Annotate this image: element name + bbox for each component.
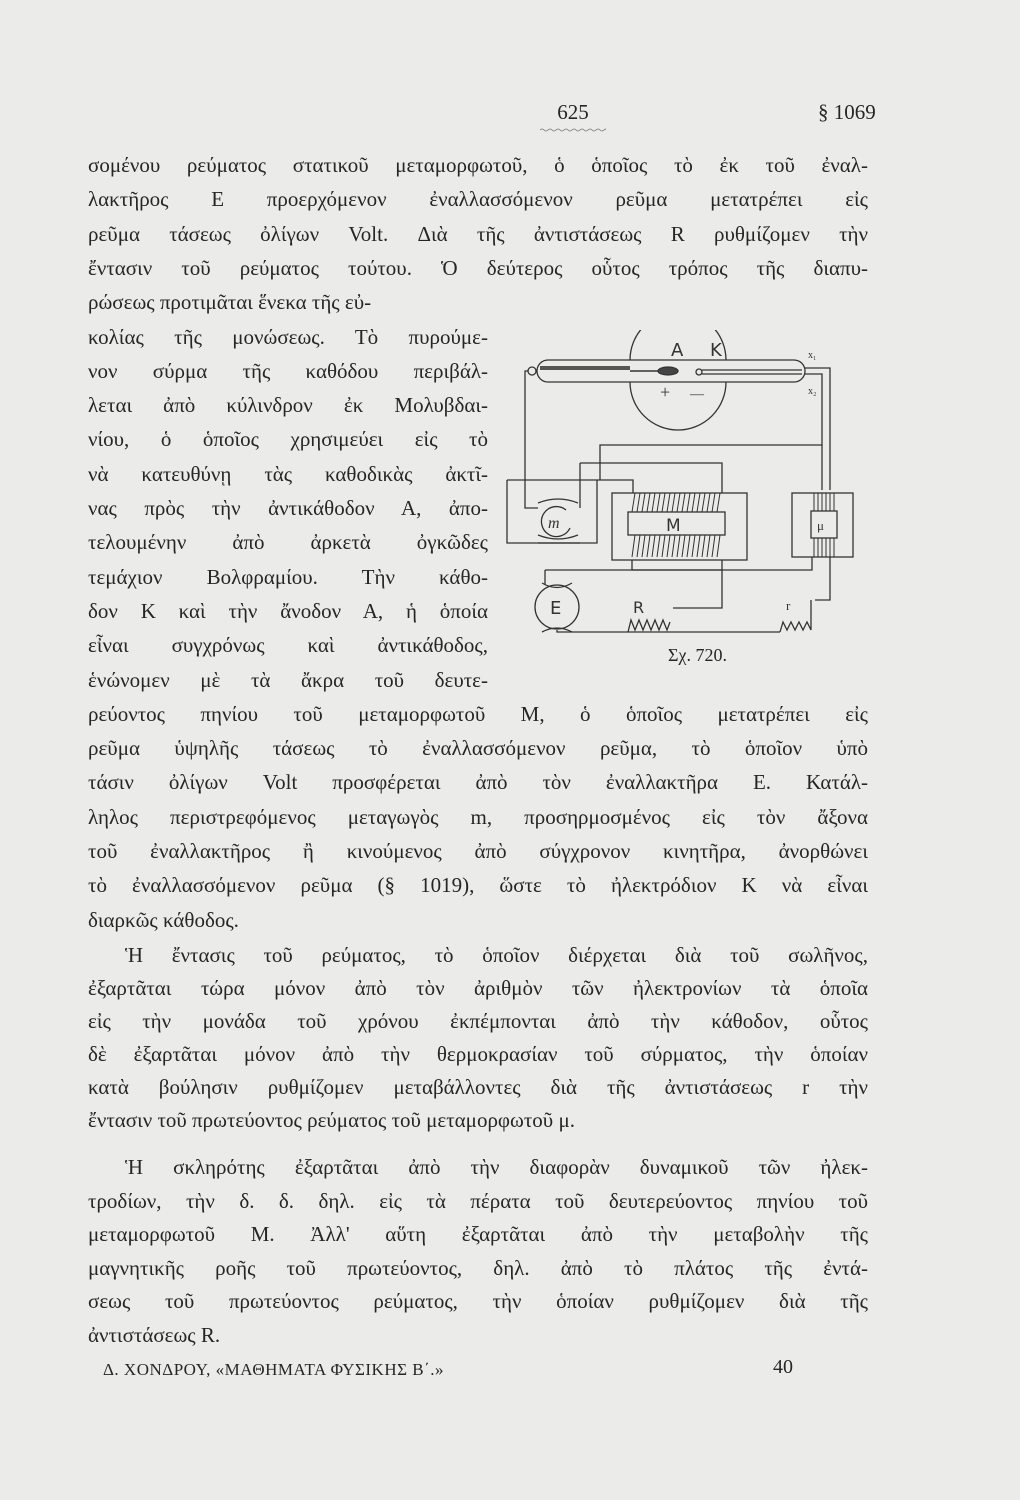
text-line: Ἡ σκληρότης ἐξαρτᾶται ἀπὸ τὴν διαφορὰν δυναμικοῦ τῶν ἠλεκ- bbox=[125, 1155, 868, 1179]
commutator-label: m bbox=[548, 515, 560, 532]
page-number-ornament bbox=[540, 128, 606, 132]
resistor-r-label: r bbox=[786, 598, 791, 613]
text-line: ἔντασιν τοῦ ρεύματος τούτου. Ὁ δεύτερος οὗτος τρόπος τῆς διαπυ- bbox=[88, 255, 868, 280]
text-line: λακτῆρος Ε προερχόμενον ἐναλλασσόμενον ρεῦμα μετατρέπει εἰς bbox=[88, 187, 868, 212]
x2-label: x₂ bbox=[808, 386, 817, 397]
xray-tube bbox=[528, 330, 805, 430]
text-line: νὰ κατευθύνῃ τὰς καθοδικὰς ἀκτῖ- bbox=[88, 461, 488, 486]
alternator-label: E bbox=[550, 598, 562, 619]
text-line: δὲ ἐξαρτᾶται μόνον ἀπὸ τὴν θερμοκρασίαν τοῦ σύρματος, τὴν ὁποίαν bbox=[88, 1042, 868, 1066]
text-line: τοῦ ἐναλλακτῆρος ἢ κινούμενος ἀπὸ σύγχρονον κινητῆρα, ἀνορθώνει bbox=[88, 839, 868, 863]
text-line: κατὰ βούλησιν ρυθμίζομεν μεταβάλλοντες διὰ τῆς ἀντιστάσεως r τὴν bbox=[88, 1075, 868, 1099]
text-line: σεως τοῦ πρωτεύοντος ρεύματος, τὴν ὁποίαν ρυθμίζομεν διὰ τῆς bbox=[88, 1289, 868, 1314]
section-number: § 1069 bbox=[818, 100, 876, 124]
cathode-label: K bbox=[710, 340, 722, 361]
text-line: ρώσεως προτιμᾶται ἕνεκα τῆς εὐ- bbox=[88, 290, 372, 315]
text-line: τάσιν ὀλίγων Volt προσφέρεται ἀπὸ τὸν ἐναλλακτῆρα Ε. Κατάλ- bbox=[88, 770, 868, 795]
footer-book-title: Δ. ΧΟΝΔΡΟΥ, «ΜΑΘΗΜΑΤΑ ΦΥΣΙΚΗΣ Β΄.» bbox=[103, 1360, 444, 1379]
text-line: μεταμορφωτοῦ Μ. Ἀλλ' αὕτη ἐξαρτᾶται ἀπὸ τὴν μεταβολὴν τῆς bbox=[88, 1222, 868, 1247]
text-line: τροδίων, τὴν δ. δ. δηλ. εἰς τὰ πέρατα τοῦ δευτερεύοντος πηνίου τοῦ bbox=[88, 1188, 868, 1213]
text-line: λεται ἀπὸ κύλινδρον ἐκ Μολυβδαι- bbox=[88, 393, 488, 418]
text-line: νον σύρμα τῆς καθόδου περιβάλ- bbox=[88, 358, 488, 383]
text-line: νας πρὸς τὴν ἀντικάθοδον Α, ἀπο- bbox=[88, 496, 488, 520]
circuit-diagram bbox=[490, 330, 870, 670]
text-line: ρεύοντος πηνίου τοῦ μεταμορφωτοῦ Μ, ὁ ὁποῖος μετατρέπει εἰς bbox=[88, 701, 868, 726]
text-line: Ἡ ἔντασις τοῦ ρεύματος, τὸ ὁποῖον διέρχεται διὰ τοῦ σωλῆνος, bbox=[125, 943, 868, 967]
text-line: δον Κ καὶ τὴν ἄνοδον Α, ἡ ὁποία bbox=[88, 598, 488, 623]
footer-signature-number: 40 bbox=[773, 1356, 793, 1378]
resistor-R-label: R bbox=[633, 598, 645, 617]
text-line: ρεῦμα ὑψηλῆς τάσεως τὸ ἐναλλασσόμενον ρεῦμα, τὸ ὁποῖον ὑπὸ bbox=[88, 736, 868, 761]
plus-label: + bbox=[660, 382, 671, 402]
text-line: κολίας τῆς μονώσεως. Τὸ πυρούμε- bbox=[88, 324, 488, 349]
text-line: ἐξαρτᾶται τώρα μόνον ἀπὸ τὸν ἀριθμὸν τῶν ἠλεκτρονίων τὰ ὁποῖα bbox=[88, 976, 868, 1000]
text-line: μαγνητικῆς ροῆς τοῦ πρωτεύοντος, δηλ. ἀπὸ τὸ πλάτος τῆς ἐντά- bbox=[88, 1255, 868, 1280]
figure-caption: Σχ. 720. bbox=[668, 645, 727, 665]
anode-label: A bbox=[671, 340, 684, 361]
text-line: ἑνώνομεν μὲ τὰ ἄκρα τοῦ δευτε- bbox=[88, 667, 488, 692]
resistor-R bbox=[628, 620, 670, 632]
text-line: νίου, ὁ ὁποῖος χρησιμεύει εἰς τὸ bbox=[88, 427, 488, 452]
transformer-M-label: M bbox=[666, 516, 681, 536]
text-line: τελουμένην ἀπὸ ἀρκετὰ ὀγκῶδες bbox=[88, 530, 488, 555]
page-number: 625 bbox=[557, 100, 589, 124]
text-line: σομένου ρεύματος στατικοῦ μεταμορφωτοῦ, ὁ ὁποῖος τὸ ἐκ τοῦ ἐναλ- bbox=[88, 153, 868, 177]
text-line: ἀντιστάσεως R. bbox=[88, 1323, 221, 1347]
text-line: τὸ ἐναλλασσόμενον ρεῦμα (§ 1019), ὥστε τὸ ἠλεκτρόδιον Κ νὰ εἶναι bbox=[88, 873, 868, 898]
minus-label: — bbox=[690, 387, 704, 402]
x1-label: x₁ bbox=[808, 350, 817, 361]
text-line: εἰς τὴν μονάδα τοῦ χρόνου ἐκπέμπονται ἀπὸ τὴν κάθοδον, οὗτος bbox=[88, 1009, 868, 1033]
text-line: διαρκῶς κάθοδος. bbox=[88, 907, 239, 932]
text-line: ληλος περιστρεφόμενος μεταγωγὸς m, προσηρμοσμένος εἰς τὸν ἄξονα bbox=[88, 804, 868, 829]
text-line: ρεῦμα τάσεως ὀλίγων Volt. Διὰ τῆς ἀντιστάσεως R ρυθμίζομεν τὴν bbox=[88, 221, 868, 246]
resistor-r bbox=[780, 600, 811, 632]
text-line: τεμάχιον Βολφραμίου. Τὴν κάθο- bbox=[88, 564, 488, 589]
transformer-mu-label: μ bbox=[817, 518, 824, 533]
text-line: εἶναι συγχρόνως καὶ ἀντικάθοδος, bbox=[88, 633, 488, 658]
text-line: ἔντασιν τοῦ πρωτεύοντος ρεύματος τοῦ μεταμορφωτοῦ μ. bbox=[88, 1108, 575, 1132]
